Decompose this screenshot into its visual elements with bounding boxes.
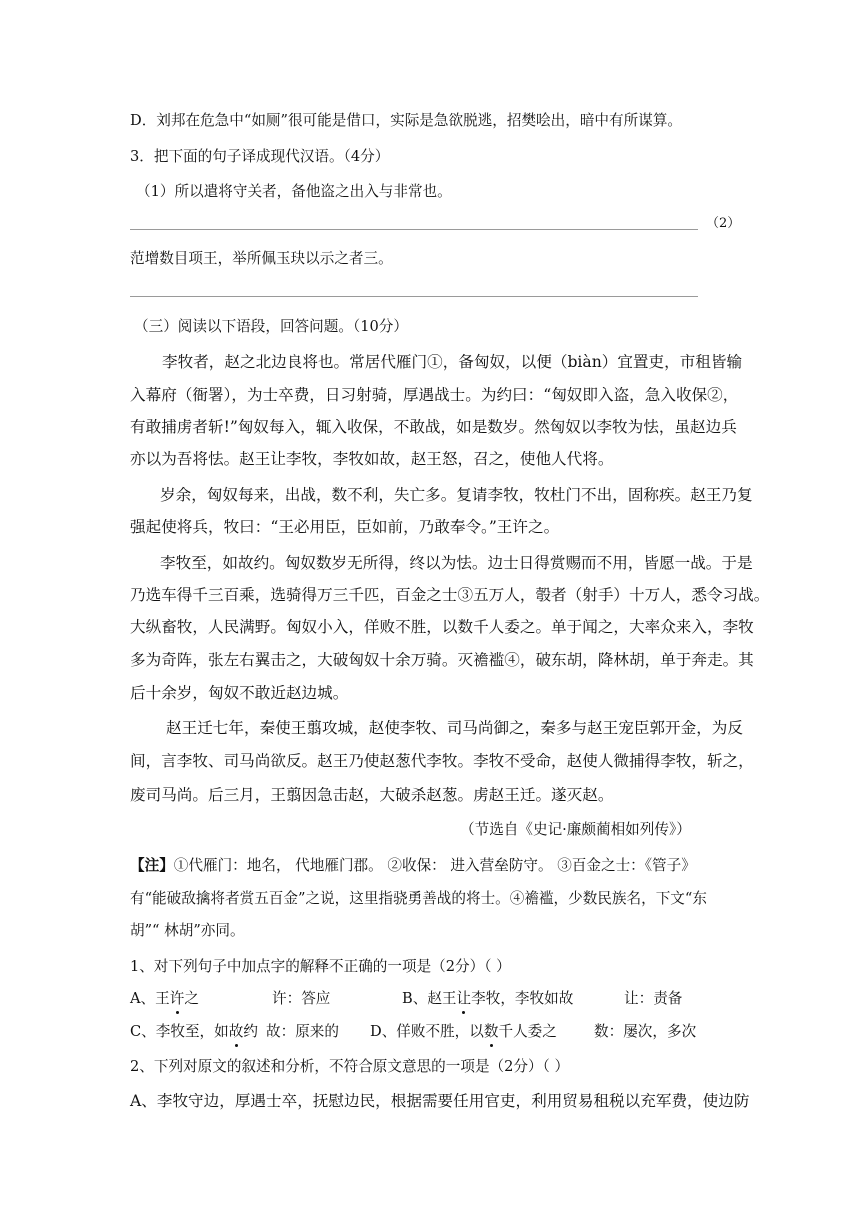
- option-text: B、赵王: [402, 990, 457, 1007]
- dotted-char: 让: [456, 990, 472, 1007]
- note-line-1: [130, 856, 696, 876]
- option-b-gloss: 让：责备: [624, 990, 683, 1007]
- passage-line: 赵王迁七年，秦使王翦攻城，赵使李牧、司马尚御之，秦多与赵王宠臣郭开金，为反: [166, 719, 743, 737]
- dotted-char: 数: [483, 1023, 499, 1040]
- passage-line: 有敢捕虏者斩!”匈奴每入，辄入收保，不敢战，如是数岁。然匈奴以李牧为怯，虽赵边兵: [130, 418, 737, 436]
- passage-line: 多为奇阵，张左右翼击之，大破匈奴十余万骑。灭襜褴④，破东胡，降林胡，单于奔走。其: [130, 651, 754, 669]
- dotted-char: 许: [169, 990, 185, 1007]
- option-text: 李牧，李牧如故: [471, 990, 574, 1007]
- option-a: [130, 989, 199, 1009]
- question-3-sentence-2: 范增数目项王，举所佩玉玦以示之者三。: [130, 250, 393, 267]
- passage-line: 间，言李牧、司马尚欲反。赵王乃使赵葱代李牧。李牧不受命，赵使人微捕得李牧，斩之，: [130, 752, 754, 770]
- dotted-char: 故: [228, 1023, 244, 1040]
- passage-line: 后十余岁，匈奴不敢近赵边城。: [130, 684, 349, 702]
- option-text: 千人委之: [498, 1023, 557, 1040]
- question-1-title: 1、对下列句子中加点字的解释不正确的一项是（2分）（ ）: [130, 958, 511, 975]
- passage-line: 废司马尚。后三月，王翦因急击赵，大破杀赵葱。虏赵王迁。遂灭赵。: [130, 786, 614, 804]
- option-c-gloss: 故：原来的: [266, 1023, 339, 1040]
- option-text: 约: [243, 1023, 258, 1040]
- passage-source: （节选自《史记·廉颇蔺相如列传》）: [460, 821, 691, 838]
- question-2-title: 2、下列对原文的叙述和分析，不符合原文意思的一项是（2分）（ ）: [130, 1058, 570, 1075]
- passage-line: 强起使将兵，牧曰：“王必用臣，臣如前，乃敢奉令。”王许之。: [130, 518, 560, 536]
- question-3-sentence-1: （1）所以遣将守关者，备他盗之出入与非常也。: [136, 183, 452, 200]
- passage-line: 李牧至，如故约。匈奴数岁无所得，终以为怯。边士日得赏赐而不用，皆愿一战。于是: [160, 554, 753, 572]
- note-text: ①代雁门：地名， 代地雁门郡。 ②收保： 进入营垒防守。 ③百金之士：《管子》: [173, 857, 696, 874]
- question-3-title: 3．把下面的句子译成现代汉语。（4分）: [130, 148, 390, 165]
- passage-line: 入幕府（衙署），为士卒费，日习射骑，厚遇战士。为约曰：“匈奴即入盗，急入收保②，: [130, 386, 739, 404]
- note-line-2: 有“能破敌擒将者赏五百金”之说，这里指骁勇善战的将士。④襜褴，少数民族名，下文“东: [130, 890, 707, 907]
- option-c: [130, 1022, 258, 1042]
- passage-line: 李牧者，赵之北边良将也。常居代雁门①，备匈奴，以便（biàn）宜置吏，市租皆输: [162, 353, 743, 371]
- section-3-title: （三）阅读以下语段，回答问题。（10分）: [134, 318, 408, 335]
- question-2-option-a: A、李牧守边，厚遇士卒，抚慰边民，根据需要任用官吏，利用贸易租税以充军费，使边防: [130, 1092, 750, 1110]
- option-text: A、王: [130, 990, 170, 1007]
- passage-line: 亦以为吾将怯。赵王让李牧，李牧如故，赵王怒，召之，使他人代将。: [130, 450, 614, 468]
- answer-line-1: [130, 229, 698, 230]
- option-text: 之: [184, 990, 199, 1007]
- passage-line: 岁余，匈奴每来，出战，数不利，失亡多。复请李牧，牧杜门不出，固称疾。赵王乃复: [160, 486, 753, 504]
- option-d-line: D．刘邦在危急中“如厕”很可能是借口，实际是急欲脱逃，招樊哙出，暗中有所谋算。: [130, 112, 683, 129]
- option-d: [370, 1022, 557, 1042]
- option-b: [402, 989, 573, 1009]
- option-text: D、佯败不胜，以: [370, 1023, 484, 1040]
- passage-line: 大纵畜牧，人民满野。匈奴小入，佯败不胜，以数千人委之。单于闻之，大率众来入，李牧: [130, 618, 754, 636]
- option-text: C、李牧至，如: [130, 1023, 229, 1040]
- answer-line-2: [130, 296, 698, 297]
- note-label: 【注】: [130, 857, 174, 874]
- note-line-3: 胡”“ 林胡”亦同。: [130, 922, 245, 939]
- question-3-sentence-2-number: （2）: [706, 216, 741, 231]
- option-d-gloss: 数：屡次，多次: [594, 1023, 697, 1040]
- option-a-gloss: 许：答应: [272, 990, 331, 1007]
- passage-line: 乃选车得千三百乘，选骑得万三千匹，百金之士③五万人，彀者（射手）十万人，悉令习战。: [130, 586, 770, 604]
